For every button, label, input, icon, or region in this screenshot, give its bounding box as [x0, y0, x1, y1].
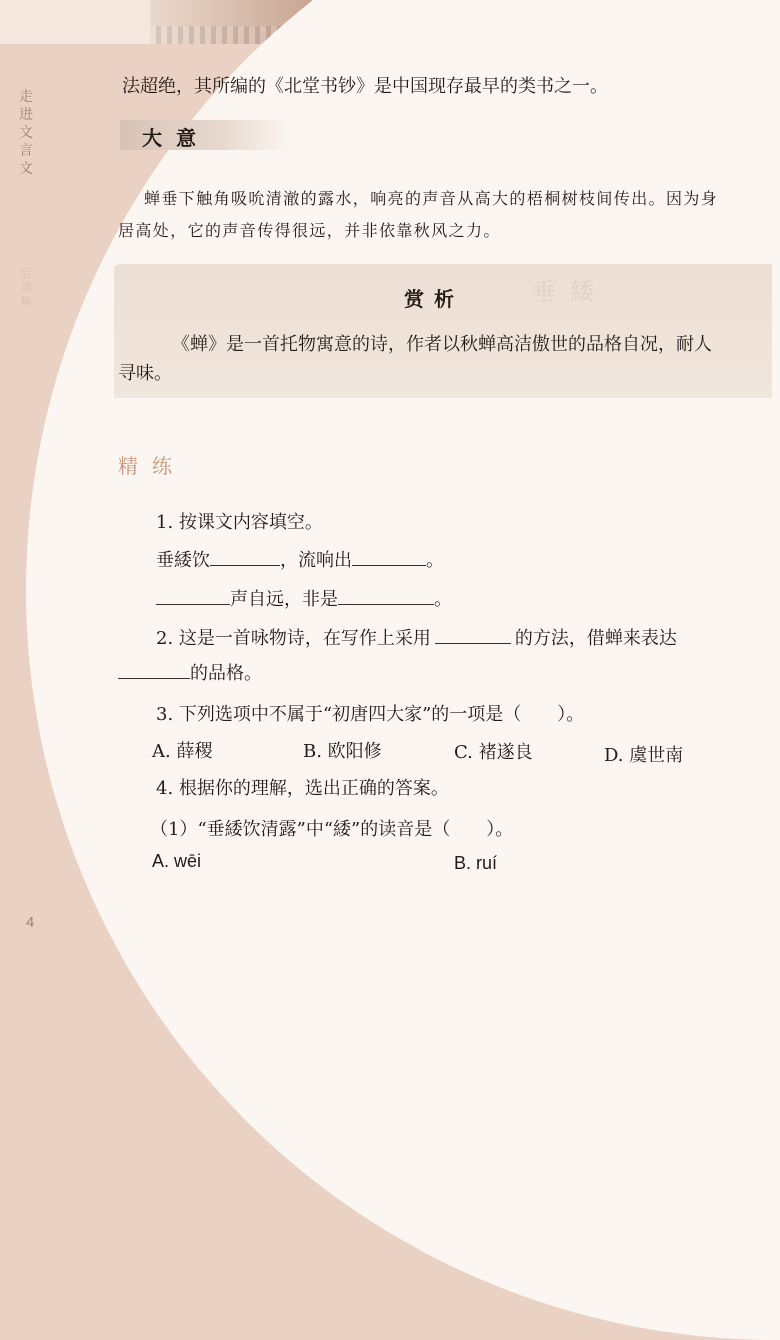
q4-option-b[interactable]: B. ruí — [454, 853, 498, 873]
q1-line-2 — [156, 585, 452, 611]
q2-text-c: 的品格。 — [190, 663, 262, 684]
q2-blank-1[interactable] — [435, 625, 511, 644]
q1-prompt: 1. 按课文内容填空。 — [156, 512, 323, 533]
exercises-heading: 精练 — [118, 454, 186, 478]
q1-line-2-text-a: 声自远，非是 — [230, 589, 338, 610]
sidebar-faint-label: 后语解 — [20, 267, 32, 308]
page-header-band — [0, 0, 150, 44]
q4-option-a[interactable]: A. wēi — [152, 851, 202, 871]
q3-prompt: 3. 下列选项中不属于“初唐四大家”的一项是（ ）。 — [156, 704, 585, 725]
q1-line-2-text-b: 。 — [434, 589, 452, 610]
q4-prompt: 4. 根据你的理解，选出正确的答案。 — [156, 778, 449, 799]
dayi-text-line-2: 居高处，它的声音传得很远，并非依靠秋风之力。 — [118, 221, 501, 240]
q2-blank-2[interactable] — [118, 660, 190, 679]
q2-line-2 — [118, 659, 262, 685]
q1-line-1-text-c: 。 — [426, 550, 444, 571]
shangxi-text-line-1: 《蝉》是一首托物寓意的诗，作者以秋蝉高洁傲世的品格自况，耐人 — [172, 334, 712, 355]
q3-option-d[interactable]: D. 虞世南 — [604, 745, 684, 766]
q2-text-b: 的方法，借蝉来表达 — [514, 628, 677, 649]
q1-line-1 — [156, 546, 444, 572]
sidebar-section-label: 走进文言文 — [19, 89, 33, 177]
q1-blank-1[interactable] — [210, 547, 280, 566]
q1-line-1-text-b: ，流响出 — [280, 550, 352, 571]
shangxi-text-line-2: 寻味。 — [118, 363, 172, 384]
q3-option-b[interactable]: B. 欧阳修 — [303, 741, 382, 762]
shangxi-title: 赏析 — [404, 289, 464, 311]
dayi-banner — [120, 120, 290, 150]
dayi-title: 大意 — [142, 128, 210, 150]
q1-blank-3[interactable] — [156, 586, 230, 605]
q1-line-1-text-a: 垂緌饮 — [156, 550, 210, 571]
q3-option-a[interactable]: A. 薛稷 — [152, 741, 213, 762]
intro-line: 法超绝，其所编的《北堂书钞》是中国现存最早的类书之一。 — [122, 76, 608, 97]
q2-line-1 — [156, 624, 677, 650]
q1-blank-2[interactable] — [352, 547, 426, 566]
dayi-text-line-1: 蝉垂下触角吸吮清澈的露水，响亮的声音从高大的梧桐树枝间传出。因为身 — [144, 189, 719, 208]
q1-blank-4[interactable] — [338, 586, 434, 605]
q2-text-a: 2. 这是一首咏物诗，在写作上采用 — [156, 628, 431, 649]
q3-option-c[interactable]: C. 褚遂良 — [454, 742, 533, 763]
background-calligraphy: 垂緌 — [532, 278, 608, 306]
q4-sub-1-prompt: （1）“垂緌饮清露”中“緌”的读音是（ ）。 — [150, 819, 514, 840]
page-number: 4 — [26, 914, 35, 931]
